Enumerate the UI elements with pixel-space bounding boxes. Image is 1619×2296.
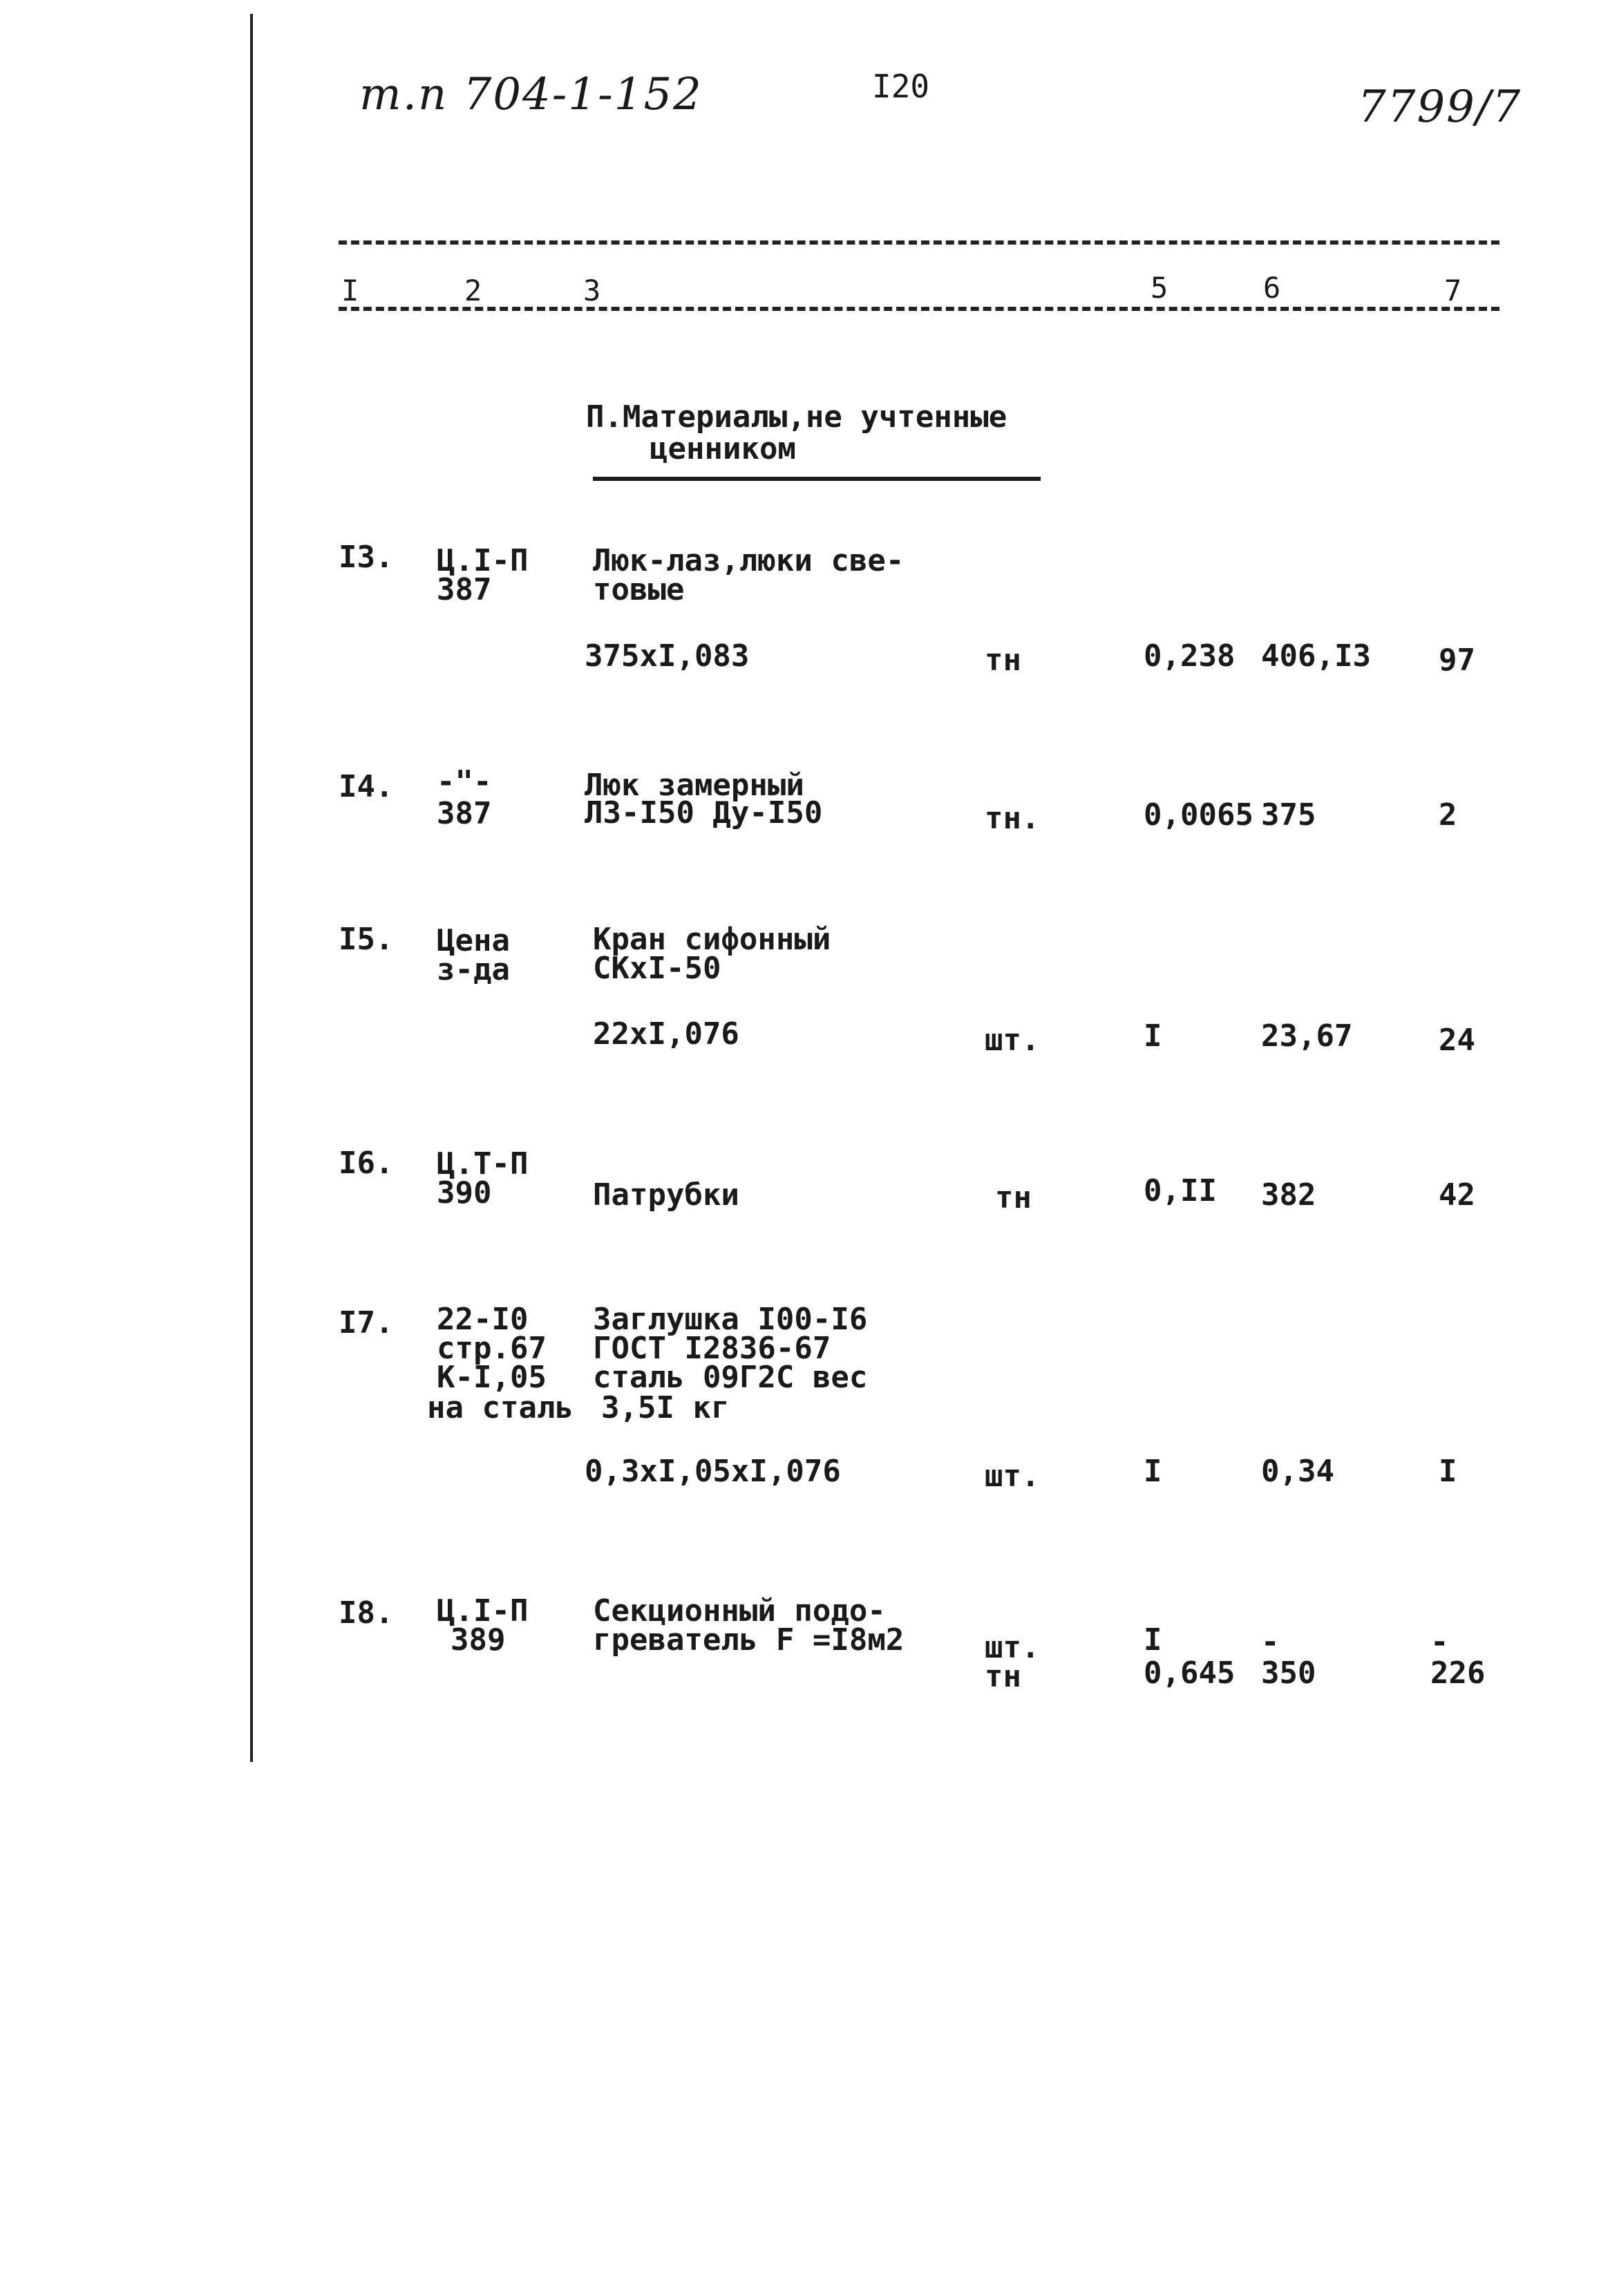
row-13-qty: 0,238 (1144, 638, 1235, 674)
section-title-underline (593, 477, 1041, 481)
row-18-unit-1: шт. (985, 1630, 1040, 1665)
column-header-5: 5 (1151, 271, 1168, 305)
row-16-number: I6. (339, 1146, 394, 1181)
row-15-number: I5. (339, 922, 394, 957)
row-18-code-2: 389 (451, 1622, 506, 1658)
row-14-price: 375 (1261, 797, 1316, 833)
row-17-price: 0,34 (1261, 1454, 1334, 1489)
row-15-name-1: Кран сифонный (593, 922, 831, 957)
row-17-code-2: стр.67 (437, 1331, 547, 1366)
dashed-rule-top (339, 240, 1499, 245)
page-number: I20 (872, 68, 930, 105)
doc-code-handwritten: т.п 704-1-152 (359, 69, 703, 120)
row-17-code-1: 22-I0 (437, 1302, 529, 1337)
row-15-qty: I (1144, 1018, 1162, 1054)
row-13-unit: тн (985, 643, 1021, 678)
row-17-number: I7. (339, 1305, 394, 1340)
archive-number-handwritten: 7799/7 (1358, 82, 1522, 133)
row-16-code-2: 390 (437, 1175, 492, 1211)
row-13-code-1: Ц.I-П (437, 543, 529, 578)
row-14-name-1: Люк замерный (585, 768, 804, 803)
column-header-7: 7 (1444, 274, 1462, 307)
row-15-code-2: з-да (437, 952, 510, 987)
column-header-3: 3 (583, 274, 601, 307)
row-13-name-2: товые (593, 572, 685, 607)
row-14-code-2: 387 (437, 796, 492, 831)
row-17-name-3: сталь 09Г2С вес (593, 1360, 868, 1395)
row-15-name-2: СКхI-50 (593, 951, 721, 986)
row-16-price: 382 (1261, 1177, 1316, 1213)
row-14-unit: тн. (985, 801, 1040, 836)
row-18-price-1: - (1261, 1624, 1280, 1660)
row-17-code-3: К-I,05 (437, 1360, 547, 1395)
row-17-name-1: Заглушка I00-I6 (593, 1302, 868, 1337)
row-17-code-4: на сталь (427, 1390, 574, 1425)
row-18-code-1: Ц.I-П (437, 1593, 529, 1629)
left-margin-line (250, 14, 253, 1762)
row-18-name-1: Секционный подо- (593, 1593, 886, 1629)
row-17-name-2: ГОСТ I2836-67 (593, 1331, 831, 1366)
row-14-number: I4. (339, 769, 394, 804)
column-header-1: I (341, 274, 359, 307)
row-17-unit: шт. (985, 1459, 1040, 1494)
row-13-calc: 375xI,083 (585, 638, 750, 674)
row-18-total-2: 226 (1430, 1655, 1486, 1691)
section-title-line-2: ценником (650, 431, 796, 466)
row-18-qty-2: 0,645 (1144, 1655, 1235, 1691)
row-18-price-2: 350 (1261, 1655, 1316, 1691)
row-14-total: 2 (1439, 797, 1457, 833)
column-header-2: 2 (464, 274, 482, 307)
row-13-total: 97 (1439, 643, 1475, 678)
row-14-name-2: ЛЗ-I50 Ду-I50 (585, 795, 823, 831)
section-title-line-1: П.Материалы,не учтенные (586, 399, 1007, 435)
column-header-6: 6 (1263, 271, 1281, 305)
row-18-qty-1: I (1144, 1622, 1162, 1658)
row-16-name-1: Патрубки (593, 1177, 739, 1213)
row-17-total: I (1439, 1454, 1457, 1489)
row-13-name-1: Люк-лаз,люки све- (593, 543, 905, 578)
row-16-unit: тн (995, 1180, 1032, 1215)
row-13-number: I3. (339, 540, 394, 575)
row-18-total-1: - (1430, 1624, 1449, 1660)
row-17-qty: I (1144, 1454, 1162, 1489)
row-16-code-1: Ц.Т-П (437, 1146, 529, 1182)
row-13-code-2: 387 (437, 572, 492, 607)
row-18-number: I8. (339, 1595, 394, 1631)
row-15-code-1: Цена (437, 923, 510, 958)
row-14-code-1: -"- (437, 764, 492, 799)
row-15-price: 23,67 (1261, 1018, 1353, 1054)
row-17-name-4: 3,5I кг (601, 1390, 730, 1425)
row-15-total: 24 (1439, 1023, 1475, 1058)
row-17-calc: 0,3xI,05xI,076 (585, 1454, 841, 1489)
row-15-unit: шт. (985, 1023, 1040, 1058)
dashed-rule-bottom (339, 307, 1499, 311)
row-16-qty: 0,II (1144, 1173, 1217, 1208)
row-16-total: 42 (1439, 1177, 1475, 1213)
row-18-name-2: греватель F =I8м2 (593, 1622, 905, 1658)
row-14-qty: 0,0065 (1144, 797, 1253, 833)
row-15-calc: 22xI,076 (593, 1016, 739, 1052)
row-13-price: 406,I3 (1261, 638, 1371, 674)
row-18-unit-2: тн (985, 1659, 1021, 1694)
